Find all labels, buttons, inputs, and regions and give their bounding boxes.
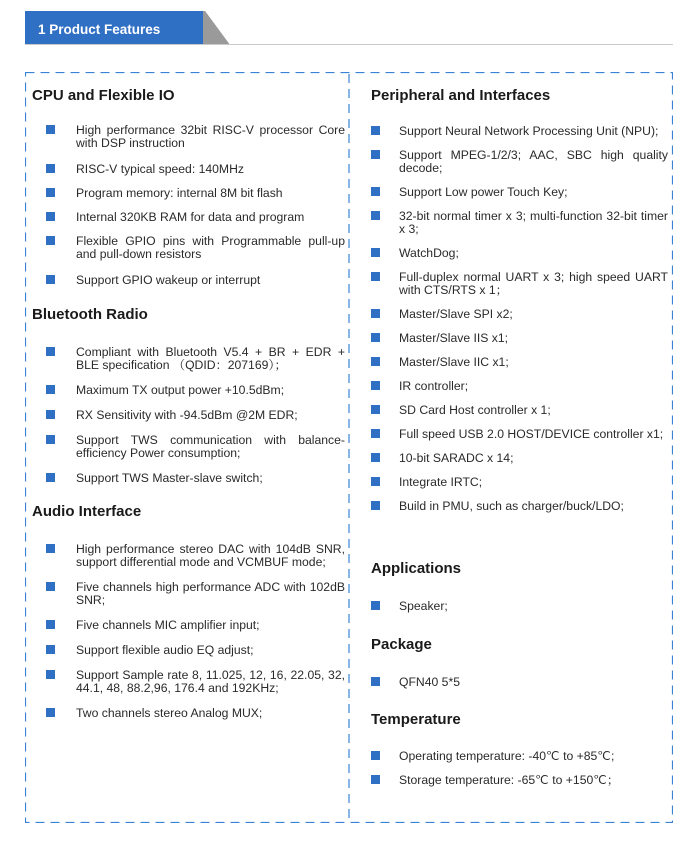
list-item: Maximum TX output power +10.5dBm; <box>32 384 345 397</box>
square-bullet-icon <box>371 677 380 686</box>
square-bullet-icon <box>371 453 380 462</box>
square-bullet-icon <box>371 601 380 610</box>
bluetooth-heading: Bluetooth Radio <box>32 306 148 323</box>
square-bullet-icon <box>46 582 55 591</box>
square-bullet-icon <box>371 477 380 486</box>
list-item: Full-duplex normal UART x 3; high speed UART with CTS/RTS x 1； <box>371 271 668 297</box>
header-divider <box>25 44 673 45</box>
bluetooth-list <box>32 346 345 485</box>
package-heading: Package <box>371 636 432 653</box>
square-bullet-icon <box>46 708 55 717</box>
square-bullet-icon <box>371 405 380 414</box>
square-bullet-icon <box>371 333 380 342</box>
square-bullet-icon <box>46 670 55 679</box>
list-item: Support TWS communication with balance-efficiency Power consumption; <box>32 434 345 460</box>
cpu-list <box>32 124 345 287</box>
list-item: Support TWS Master-slave switch; <box>32 472 345 485</box>
package-list <box>371 676 668 689</box>
square-bullet-icon <box>371 126 380 135</box>
temperature-heading: Temperature <box>371 711 461 728</box>
square-bullet-icon <box>46 347 55 356</box>
square-bullet-icon <box>371 775 380 784</box>
list-item: IR controller; <box>371 380 668 393</box>
square-bullet-icon <box>46 620 55 629</box>
list-item: Program memory: internal 8M bit flash <box>32 187 345 200</box>
list-item: Full speed USB 2.0 HOST/DEVICE controller x1; <box>371 428 668 441</box>
peripheral-list <box>371 125 668 513</box>
list-item: Support MPEG-1/2/3; AAC, SBC high quality decode; <box>371 149 668 175</box>
square-bullet-icon <box>371 248 380 257</box>
list-item: Five channels high performance ADC with 102dB SNR; <box>32 581 345 607</box>
square-bullet-icon <box>46 125 55 134</box>
list-item: Compliant with Bluetooth V5.4 + BR + EDR + BLE specification （QDID：207169）； <box>32 346 345 372</box>
list-item: Master/Slave IIC x1; <box>371 356 668 369</box>
list-item: Master/Slave IIS x1; <box>371 332 668 345</box>
square-bullet-icon <box>46 212 55 221</box>
square-bullet-icon <box>371 211 380 220</box>
list-item: Support Low power Touch Key; <box>371 186 668 199</box>
peripheral-heading: Peripheral and Interfaces <box>371 87 551 104</box>
applications-list <box>371 600 668 613</box>
list-item: Support Neural Network Processing Unit (NPU); <box>371 125 668 138</box>
list-item: SD Card Host controller x 1; <box>371 404 668 417</box>
list-item: High performance 32bit RISC-V processor Core with DSP instruction <box>32 124 345 150</box>
square-bullet-icon <box>371 187 380 196</box>
list-item: WatchDog; <box>371 247 668 260</box>
list-item: RISC-V typical speed: 140MHz <box>32 163 345 176</box>
list-item: Flexible GPIO pins with Programmable pull-up and pull-down resistors <box>32 235 345 261</box>
square-bullet-icon <box>46 236 55 245</box>
square-bullet-icon <box>371 272 380 281</box>
list-item: Two channels stereo Analog MUX; <box>32 707 345 720</box>
square-bullet-icon <box>46 188 55 197</box>
applications-heading: Applications <box>371 560 462 577</box>
list-item: Operating temperature: -40℃ to +85℃; <box>371 750 668 763</box>
square-bullet-icon <box>371 150 380 159</box>
list-item: Build in PMU, such as charger/buck/LDO; <box>371 500 668 513</box>
list-item: Speaker; <box>371 600 668 613</box>
list-item: Storage temperature: -65℃ to +150℃； <box>371 774 668 787</box>
square-bullet-icon <box>46 544 55 553</box>
list-item: Support flexible audio EQ adjust; <box>32 644 345 657</box>
square-bullet-icon <box>46 473 55 482</box>
audio-heading: Audio Interface <box>32 503 142 520</box>
audio-list <box>32 543 345 720</box>
list-item: 32-bit normal timer x 3; multi-function 32-bit timer x 3; <box>371 210 668 236</box>
square-bullet-icon <box>371 309 380 318</box>
list-item: Integrate IRTC; <box>371 476 668 489</box>
square-bullet-icon <box>371 381 380 390</box>
list-item: Support Sample rate 8, 11.025, 12, 16, 22.05, 32, 44.1, 48, 88.2,96, 176.4 and 192KHz; <box>32 669 345 695</box>
square-bullet-icon <box>46 435 55 444</box>
square-bullet-icon <box>371 751 380 760</box>
cpu-heading: CPU and Flexible IO <box>32 87 175 104</box>
list-item: Five channels MIC amplifier input; <box>32 619 345 632</box>
square-bullet-icon <box>371 357 380 366</box>
list-item: 10-bit SARADC x 14; <box>371 452 668 465</box>
square-bullet-icon <box>46 164 55 173</box>
list-item: Master/Slave SPI x2; <box>371 308 668 321</box>
section-title: 1 Product Features <box>38 22 161 37</box>
square-bullet-icon <box>46 645 55 654</box>
list-item: RX Sensitivity with -94.5dBm @2M EDR; <box>32 409 345 422</box>
list-item: QFN40 5*5 <box>371 676 668 689</box>
list-item: Internal 320KB RAM for data and program <box>32 211 345 224</box>
square-bullet-icon <box>371 501 380 510</box>
list-item: Support GPIO wakeup or interrupt <box>32 274 345 287</box>
square-bullet-icon <box>46 385 55 394</box>
square-bullet-icon <box>371 429 380 438</box>
list-item: High performance stereo DAC with 104dB SNR, support differential mode and VCMBUF mode; <box>32 543 345 569</box>
temperature-list <box>371 750 668 787</box>
square-bullet-icon <box>46 275 55 284</box>
square-bullet-icon <box>46 410 55 419</box>
